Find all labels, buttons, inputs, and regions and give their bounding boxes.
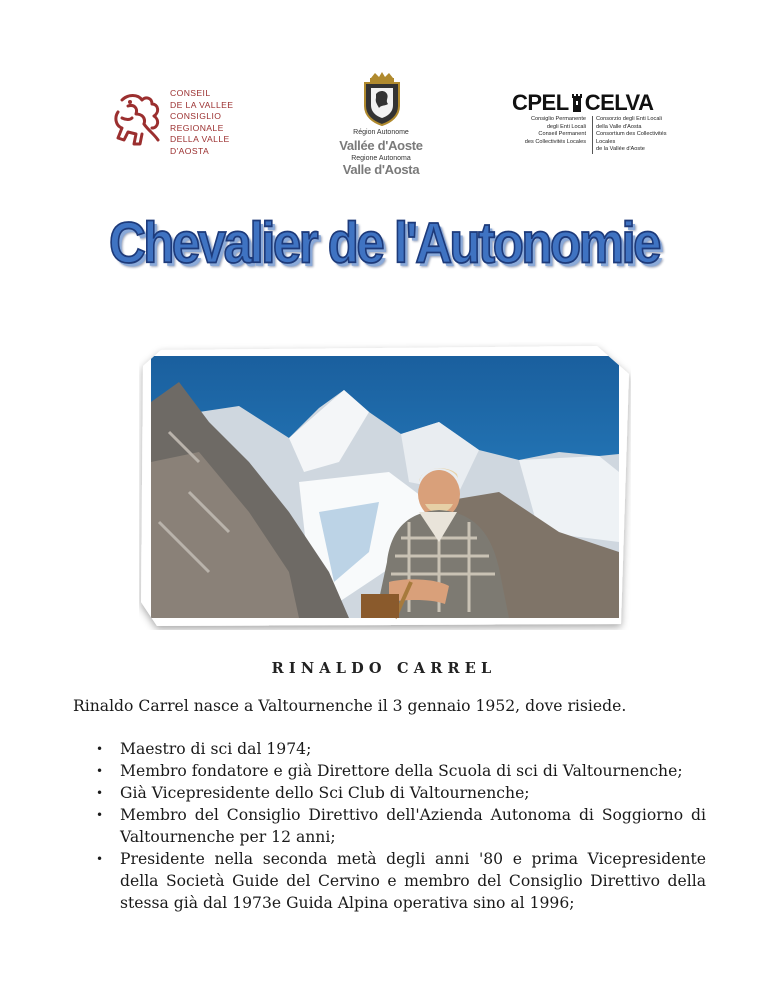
cpel-wordmark: CPEL bbox=[512, 90, 569, 115]
cpel-description-line: Consiglio Permanente bbox=[530, 116, 586, 122]
celva-description bbox=[592, 116, 672, 154]
consiglio-logo-line: REGIONALE bbox=[170, 122, 224, 133]
consiglio-logo-line: CONSEIL bbox=[170, 88, 211, 98]
celva-description-line: della Valle d'Aosta bbox=[596, 123, 642, 130]
list-item bbox=[96, 760, 706, 782]
list-item-text: Membro fondatore e già Direttore della Scuola di sci di Valtournenche; bbox=[120, 762, 683, 780]
list-item-text: Membro del Consiglio Direttivo dell'Azienda Autonoma di Soggiorno di Valtournenche per 12 anni; bbox=[120, 806, 706, 846]
celva-description-line: Consorzio degli Enti Locali bbox=[596, 116, 662, 122]
bullet-icon: • bbox=[96, 786, 104, 800]
list-item bbox=[96, 782, 706, 804]
cpel-description-line: Conseil Permanent bbox=[538, 131, 586, 138]
list-item bbox=[96, 804, 706, 848]
person-name-heading: RINALDO CARREL bbox=[271, 660, 497, 677]
intro-paragraph: Rinaldo Carrel nasce a Valtournenche il 3 gennaio 1952, dove risiede. bbox=[73, 697, 627, 715]
consiglio-logo-line: D'AOSTA bbox=[170, 145, 210, 156]
region-logo-line: Valle d'Aosta bbox=[342, 162, 420, 177]
consiglio-logo-line: CONSIGLIO bbox=[170, 111, 222, 121]
page-title: Chevalier de l'Autonomie bbox=[108, 211, 660, 275]
list-item-text: Maestro di sci dal 1974; bbox=[120, 740, 312, 758]
bullet-icon: • bbox=[96, 764, 104, 778]
celva-description-line: de la Vallée d'Aoste bbox=[596, 146, 645, 153]
consiglio-regionale-logo bbox=[108, 86, 238, 156]
cpel-description-line: des Collectivités Locales bbox=[524, 138, 586, 145]
bullet-icon: • bbox=[96, 852, 104, 866]
region-logo-line: Vallée d'Aoste bbox=[339, 138, 423, 153]
region-valle-aosta-logo bbox=[326, 72, 436, 176]
consiglio-logo-line: DE LA VALLEE bbox=[170, 99, 234, 110]
biography-list bbox=[96, 738, 706, 914]
bullet-icon: • bbox=[96, 808, 104, 822]
cpel-description-line: degli Enti Locali bbox=[546, 123, 586, 130]
consiglio-logo-line: DELLA VALLE bbox=[170, 134, 230, 144]
celva-wordmark: CELVA bbox=[584, 90, 654, 115]
list-item bbox=[96, 738, 706, 760]
mountain-portrait-image bbox=[139, 342, 631, 630]
cpel-description bbox=[525, 116, 586, 146]
cpel-celva-logo bbox=[512, 90, 672, 153]
cpel-celva-wordmark bbox=[512, 90, 653, 116]
region-logo-line: Région Autonome bbox=[353, 129, 409, 136]
bullet-icon: • bbox=[96, 742, 104, 756]
portrait-photo bbox=[139, 342, 631, 630]
list-item-text: Presidente nella seconda metà degli anni '80 e prima Vicepresidente della Società Guide del Cervino e membro del Consiglio Direttivo della stessa già dal 1973e Guida Alpina operativa sino al 1996; bbox=[120, 850, 706, 912]
region-logo-line: Regione Autonoma bbox=[351, 155, 411, 162]
list-item bbox=[96, 848, 706, 914]
celva-description-line: Consortium des Collectivités Locales bbox=[596, 131, 667, 145]
regional-crest-icon bbox=[361, 72, 403, 126]
tower-icon bbox=[571, 92, 583, 112]
consiglio-logo-text bbox=[170, 88, 233, 157]
lion-emblem-icon bbox=[108, 90, 166, 150]
list-item-text: Già Vicepresidente dello Sci Club di Valtournenche; bbox=[120, 784, 530, 802]
